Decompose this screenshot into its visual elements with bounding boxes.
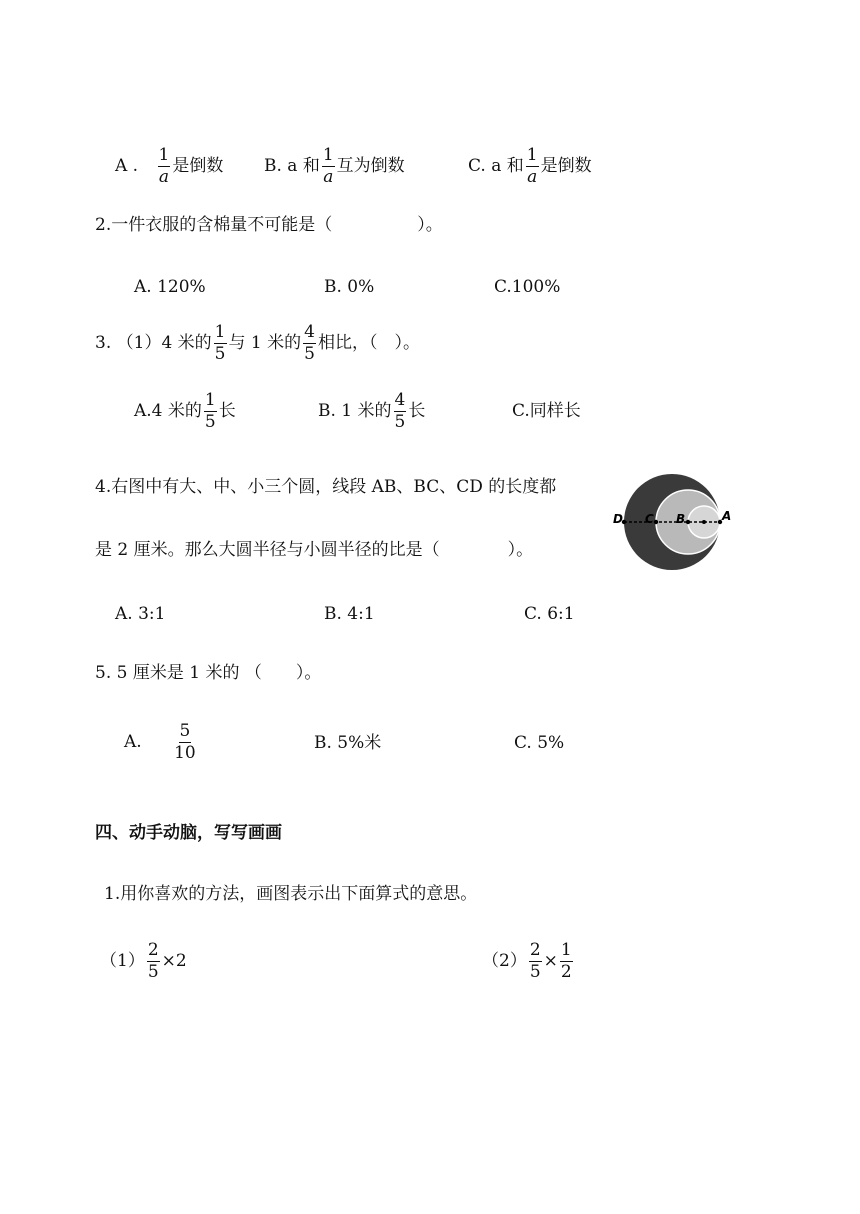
fraction-numerator: 1 <box>204 390 216 410</box>
label-a: A <box>722 509 732 523</box>
option-prefix: A. <box>124 731 142 752</box>
fraction <box>173 722 197 763</box>
option-suffix: 互为倒数 <box>336 155 405 176</box>
q2-option-b: B. 0% <box>324 277 375 297</box>
q3-text-3: 相比，（ ）。 <box>317 332 420 353</box>
fraction <box>303 323 316 364</box>
fraction <box>214 323 227 364</box>
fraction-numerator: 4 <box>394 390 406 410</box>
expression-1 <box>100 941 187 982</box>
point-c <box>654 520 658 524</box>
q4-option-a: A. 3:1 <box>115 604 166 624</box>
q1-option-a <box>115 146 223 187</box>
option-suffix: 是倒数 <box>540 155 592 176</box>
q4-question-line2: 是 2 厘米。那么大圆半径与小圆半径的比是（ ）。 <box>95 540 534 560</box>
q3-text-1: 3. （1）4 米的 <box>95 332 212 353</box>
fraction-denominator: 5 <box>214 343 226 364</box>
option-prefix: B. a 和 <box>264 155 320 176</box>
fraction <box>322 146 335 187</box>
section4-question: 1.用你喜欢的方法，画图表示出下面算式的意思。 <box>104 884 478 904</box>
q2-option-c: C.100% <box>494 277 561 297</box>
fraction <box>394 391 407 432</box>
q5-option-b: B. 5%米 <box>314 733 382 753</box>
fraction-numerator: 1 <box>158 145 170 165</box>
option-prefix: B. 1 米的 <box>318 400 392 421</box>
q4-option-b: B. 4:1 <box>324 604 375 624</box>
fraction-denominator: 5 <box>204 411 216 432</box>
fraction-denominator: 10 <box>174 742 196 763</box>
q3-question <box>95 323 420 364</box>
times-sign: × <box>543 950 558 971</box>
section-heading: 四、动手动脑，写写画画 <box>95 823 282 843</box>
fraction-numerator: 2 <box>147 940 159 960</box>
fraction-denominator: 2 <box>560 961 572 982</box>
q3-option-b <box>318 391 425 432</box>
option-suffix: 长 <box>218 400 236 421</box>
expression-label: （2） <box>482 950 527 971</box>
label-c: C <box>645 512 654 526</box>
label-d: D <box>613 512 623 526</box>
fraction-denominator: 5 <box>147 961 159 982</box>
q1-option-c <box>468 146 592 187</box>
fraction-denominator: 5 <box>394 411 406 432</box>
fraction-denominator: a <box>158 166 169 187</box>
fraction <box>204 391 217 432</box>
option-suffix: 长 <box>408 400 426 421</box>
fraction-numerator: 4 <box>304 322 315 342</box>
option-prefix: C. a 和 <box>468 155 524 176</box>
expression-label: （1） <box>100 950 145 971</box>
fraction <box>158 146 171 187</box>
fraction <box>560 941 573 982</box>
fraction-denominator: 5 <box>304 343 315 364</box>
point-b <box>686 520 690 524</box>
q3-option-c: C.同样长 <box>512 401 581 421</box>
fraction-denominator: a <box>527 166 538 187</box>
expression-rest: ×2 <box>161 950 187 971</box>
option-prefix: A . <box>115 155 139 176</box>
fraction-numerator: 1 <box>322 145 334 165</box>
fraction <box>526 146 539 187</box>
fraction-numerator: 1 <box>560 940 572 960</box>
small-center-point <box>702 520 706 524</box>
q2-question: 2.一件衣服的含棉量不可能是（ ）。 <box>95 215 443 235</box>
fraction-numerator: 5 <box>179 721 191 741</box>
q1-option-b <box>264 146 405 187</box>
fraction <box>529 941 542 982</box>
fraction-numerator: 1 <box>526 145 538 165</box>
fraction-numerator: 1 <box>214 322 226 342</box>
fraction-numerator: 2 <box>529 940 541 960</box>
option-prefix: A.4 米的 <box>134 400 202 421</box>
q5-question: 5. 5 厘米是 1 米的 （ ）。 <box>95 663 322 683</box>
q5-option-c: C. 5% <box>514 733 565 753</box>
q3-option-a <box>134 391 236 432</box>
three-circles-diagram <box>613 442 756 592</box>
fraction <box>147 941 160 982</box>
fraction-denominator: 5 <box>529 961 541 982</box>
expression-2 <box>482 941 575 982</box>
q5-option-a <box>124 722 199 763</box>
q3-text-2: 与 1 米的 <box>228 332 302 353</box>
option-suffix: 是倒数 <box>172 155 224 176</box>
fraction-denominator: a <box>323 166 334 187</box>
q4-option-c: C. 6:1 <box>524 604 575 624</box>
q2-option-a: A. 120% <box>134 277 206 297</box>
label-b: B <box>676 512 686 526</box>
q4-question-line1: 4.右图中有大、中、小三个圆，线段 AB、BC、CD 的长度都 <box>95 477 557 497</box>
